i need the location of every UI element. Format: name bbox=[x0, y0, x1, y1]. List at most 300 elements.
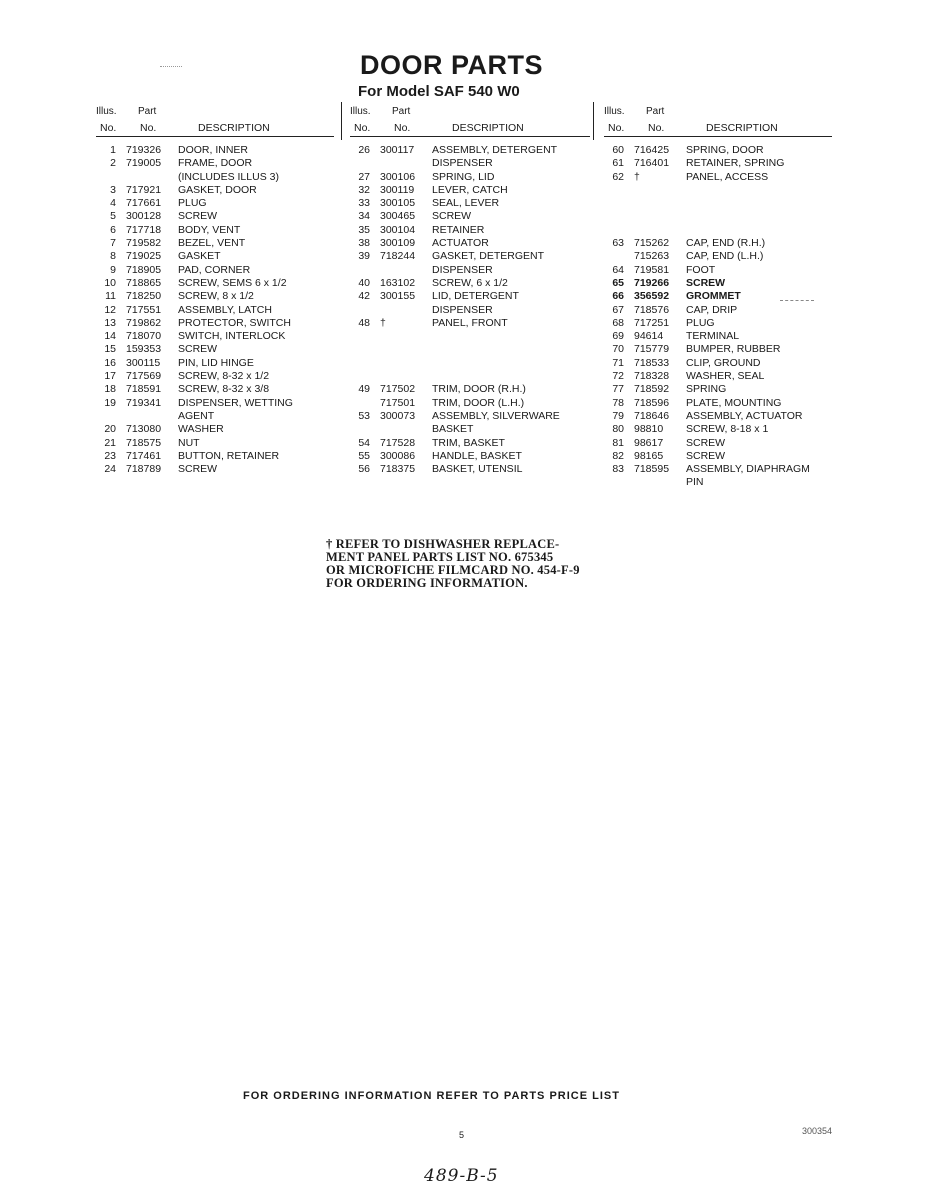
part-number: 300128 bbox=[126, 210, 162, 223]
part-description: FRAME, DOOR bbox=[178, 157, 253, 170]
part-description: SCREW bbox=[686, 276, 726, 289]
parts-row bbox=[604, 423, 832, 436]
part-description: ASSEMBLY, DETERGENT bbox=[432, 144, 558, 156]
part-number: 719266 bbox=[634, 276, 670, 289]
column-divider bbox=[341, 102, 342, 140]
illus-number: 60 bbox=[612, 144, 624, 156]
parts-row bbox=[96, 197, 334, 210]
part-description: CAP, END (L.H.) bbox=[686, 250, 764, 263]
part-number: 717501 bbox=[380, 396, 416, 409]
parts-row bbox=[350, 463, 590, 476]
header-rule bbox=[96, 136, 334, 137]
part-number: 718905 bbox=[126, 263, 162, 276]
part-description: SCREW, SEMS 6 x 1/2 bbox=[178, 276, 287, 289]
part-description: SCREW bbox=[686, 449, 726, 462]
illus-number: 16 bbox=[104, 356, 116, 369]
part-description: BEZEL, VENT bbox=[178, 237, 246, 250]
illus-number: 67 bbox=[612, 303, 624, 316]
illus-number: 48 bbox=[358, 316, 370, 329]
parts-row bbox=[604, 250, 832, 263]
parts-row bbox=[96, 357, 334, 370]
part-number: 718646 bbox=[634, 409, 670, 422]
part-number: 718244 bbox=[380, 250, 416, 263]
part-description: SCREW, 6 x 1/2 bbox=[432, 276, 508, 289]
illus-number: 26 bbox=[358, 144, 370, 156]
part-description: DOOR, INNER bbox=[178, 144, 249, 156]
illus-number: 1 bbox=[110, 144, 116, 156]
parts-row bbox=[604, 330, 832, 343]
header-part: Part bbox=[138, 106, 157, 117]
part-number: 300117 bbox=[380, 144, 415, 156]
part-number: 718575 bbox=[126, 436, 162, 449]
part-number: 356592 bbox=[634, 290, 670, 303]
part-description: PIN, LID HINGE bbox=[178, 356, 254, 369]
parts-row bbox=[96, 383, 334, 396]
parts-rows bbox=[604, 144, 832, 490]
part-description: PLUG bbox=[686, 316, 715, 329]
illus-number: 68 bbox=[612, 316, 624, 329]
part-number: 719005 bbox=[126, 157, 162, 170]
part-description: PAD, CORNER bbox=[178, 263, 251, 276]
part-description: SPRING, DOOR bbox=[686, 144, 764, 156]
illus-number: 35 bbox=[358, 223, 370, 236]
note-line: MENT PANEL PARTS LIST NO. 675345 bbox=[326, 550, 554, 564]
part-description: FOOT bbox=[686, 263, 716, 276]
part-number: 717461 bbox=[126, 449, 162, 462]
part-number: 300119 bbox=[380, 183, 415, 196]
illus-number: 82 bbox=[612, 449, 624, 462]
parts-row bbox=[350, 357, 590, 370]
parts-row bbox=[604, 264, 832, 277]
illus-number: 66 bbox=[612, 290, 624, 303]
header-description: DESCRIPTION bbox=[198, 122, 270, 134]
illus-number: 9 bbox=[110, 263, 116, 276]
part-description: HANDLE, BASKET bbox=[432, 449, 522, 462]
note-line: OR MICROFICHE FILMCARD NO. 454-F-9 bbox=[326, 563, 580, 577]
header-illus: Illus. bbox=[604, 106, 625, 117]
parts-row bbox=[350, 210, 590, 223]
part-number: 719326 bbox=[126, 144, 162, 156]
illus-number: 34 bbox=[358, 210, 370, 223]
parts-row bbox=[604, 184, 832, 197]
part-number: 718789 bbox=[126, 463, 162, 476]
illus-number: 69 bbox=[612, 330, 624, 343]
part-description: SCREW, 8-18 x 1 bbox=[686, 423, 769, 436]
part-number: 159353 bbox=[126, 343, 162, 356]
part-description: DISPENSER bbox=[432, 303, 493, 316]
illus-number: 8 bbox=[110, 250, 116, 263]
part-description: ASSEMBLY, SILVERWARE bbox=[432, 409, 560, 422]
parts-row bbox=[604, 370, 832, 383]
parts-row bbox=[604, 383, 832, 396]
illus-number: 63 bbox=[612, 237, 624, 250]
parts-row bbox=[350, 383, 590, 396]
part-description: DISPENSER bbox=[432, 157, 493, 170]
part-description: CLIP, GROUND bbox=[686, 356, 761, 369]
parts-row bbox=[96, 423, 334, 436]
parts-row bbox=[350, 277, 590, 290]
header-part: Part bbox=[392, 106, 411, 117]
parts-row bbox=[96, 397, 334, 410]
parts-row bbox=[604, 476, 832, 489]
parts-row bbox=[604, 237, 832, 250]
part-description: DISPENSER bbox=[432, 263, 493, 276]
illus-number: 33 bbox=[358, 197, 370, 210]
part-description: PANEL, FRONT bbox=[432, 316, 508, 329]
part-number: 300155 bbox=[380, 290, 416, 303]
header-part: Part bbox=[646, 106, 665, 117]
parts-column-3 bbox=[604, 106, 832, 490]
parts-rows bbox=[96, 144, 334, 476]
illus-number: 5 bbox=[110, 210, 116, 223]
header-part-no: No. bbox=[394, 122, 411, 134]
illus-number: 4 bbox=[110, 197, 116, 210]
parts-row bbox=[604, 157, 832, 170]
footer-ordering-info: FOR ORDERING INFORMATION REFER TO PARTS PRICE LIST bbox=[243, 1090, 620, 1102]
illus-number: 53 bbox=[358, 409, 370, 422]
illus-number: 79 bbox=[612, 409, 624, 422]
illus-number: 18 bbox=[104, 383, 116, 396]
header-rule bbox=[350, 136, 590, 137]
parts-row bbox=[604, 144, 832, 157]
part-number: 300115 bbox=[126, 356, 161, 369]
part-number: 163102 bbox=[380, 276, 416, 289]
part-description: PIN bbox=[686, 476, 704, 489]
part-description: GROMMET bbox=[686, 290, 741, 303]
parts-row bbox=[604, 317, 832, 330]
column-header bbox=[350, 106, 590, 136]
illus-number: 7 bbox=[110, 237, 116, 250]
part-number: 719341 bbox=[126, 396, 162, 409]
parts-row bbox=[96, 343, 334, 356]
illus-number: 20 bbox=[104, 423, 116, 436]
part-description: TERMINAL bbox=[686, 330, 740, 343]
part-number: 718250 bbox=[126, 290, 162, 303]
column-header bbox=[96, 106, 334, 136]
illus-number: 15 bbox=[104, 343, 116, 356]
parts-row bbox=[96, 463, 334, 476]
parts-row bbox=[350, 264, 590, 277]
part-number: 98810 bbox=[634, 423, 664, 436]
parts-row bbox=[350, 224, 590, 237]
parts-row bbox=[96, 157, 334, 170]
parts-row bbox=[604, 304, 832, 317]
part-number: 718591 bbox=[126, 383, 162, 396]
illus-number: 49 bbox=[358, 383, 370, 396]
part-number: 717661 bbox=[126, 197, 162, 210]
illus-number: 77 bbox=[612, 383, 624, 396]
part-number: 719582 bbox=[126, 237, 162, 250]
part-description: CAP, END (R.H.) bbox=[686, 237, 766, 250]
parts-row bbox=[604, 343, 832, 356]
page-mark: 5 bbox=[459, 1130, 465, 1140]
part-description: DISPENSER, WETTING bbox=[178, 396, 293, 409]
illus-number: 62 bbox=[612, 170, 624, 183]
part-description: SPRING bbox=[686, 383, 727, 396]
parts-row bbox=[350, 397, 590, 410]
header-description: DESCRIPTION bbox=[452, 122, 524, 134]
part-number: 300073 bbox=[380, 409, 416, 422]
header-illus: Illus. bbox=[350, 106, 371, 117]
part-number: 300086 bbox=[380, 449, 416, 462]
part-description: GASKET, DETERGENT bbox=[432, 250, 545, 263]
scan-speck bbox=[160, 66, 182, 68]
part-description: LEVER, CATCH bbox=[432, 183, 508, 196]
part-description: GASKET, DOOR bbox=[178, 183, 257, 196]
handwritten-note: 489-B-5 bbox=[424, 1166, 499, 1186]
part-number: 300104 bbox=[380, 223, 416, 236]
part-number: 300105 bbox=[380, 197, 416, 210]
illus-number: 19 bbox=[104, 396, 116, 409]
part-description: SCREW bbox=[178, 210, 218, 223]
part-description: (INCLUDES ILLUS 3) bbox=[178, 170, 279, 183]
illus-number: 70 bbox=[612, 343, 624, 356]
part-description: PLUG bbox=[178, 197, 207, 210]
part-number: 718865 bbox=[126, 276, 162, 289]
illus-number: 12 bbox=[104, 303, 116, 316]
parts-row bbox=[96, 370, 334, 383]
page-title: DOOR PARTS bbox=[360, 50, 544, 80]
illus-number: 65 bbox=[612, 276, 624, 289]
parts-row bbox=[350, 437, 590, 450]
illus-number: 17 bbox=[104, 370, 116, 383]
parts-row bbox=[350, 343, 590, 356]
part-description: SCREW bbox=[178, 463, 218, 476]
part-number: 719025 bbox=[126, 250, 162, 263]
part-number: 98617 bbox=[634, 436, 664, 449]
part-number: 98165 bbox=[634, 449, 664, 462]
parts-row bbox=[350, 304, 590, 317]
part-number: 716425 bbox=[634, 144, 670, 156]
part-number: 717528 bbox=[380, 436, 416, 449]
header-illus: Illus. bbox=[96, 106, 117, 117]
parts-row bbox=[604, 171, 832, 184]
header-rule bbox=[604, 136, 832, 137]
part-number: 717921 bbox=[126, 183, 162, 196]
part-number: † bbox=[380, 316, 386, 329]
parts-row bbox=[96, 450, 334, 463]
illus-number: 54 bbox=[358, 436, 370, 449]
parts-row bbox=[604, 410, 832, 423]
document-code: 300354 bbox=[802, 1126, 833, 1136]
illus-number: 2 bbox=[110, 157, 116, 170]
part-description: TRIM, DOOR (L.H.) bbox=[432, 396, 525, 409]
illus-number: 64 bbox=[612, 263, 624, 276]
note-line: FOR ORDERING INFORMATION. bbox=[326, 576, 528, 590]
part-number: 717251 bbox=[634, 316, 670, 329]
part-description: PROTECTOR, SWITCH bbox=[178, 316, 291, 329]
part-description: GASKET bbox=[178, 250, 221, 263]
parts-row bbox=[604, 210, 832, 223]
part-description: CAP, DRIP bbox=[686, 303, 738, 316]
header-no: No. bbox=[608, 122, 625, 134]
illus-number: 27 bbox=[358, 170, 370, 183]
parts-row bbox=[604, 463, 832, 476]
parts-row bbox=[96, 410, 334, 423]
part-description: SPRING, LID bbox=[432, 170, 495, 183]
parts-row bbox=[350, 410, 590, 423]
part-description: RETAINER bbox=[432, 223, 485, 236]
illus-number: 56 bbox=[358, 463, 370, 476]
illus-number: 61 bbox=[612, 157, 624, 170]
parts-row bbox=[96, 144, 334, 157]
part-description: SWITCH, INTERLOCK bbox=[178, 330, 286, 343]
parts-row bbox=[350, 157, 590, 170]
parts-row bbox=[96, 290, 334, 303]
part-description: SEAL, LEVER bbox=[432, 197, 500, 210]
part-number: 715263 bbox=[634, 250, 670, 263]
illus-number: 10 bbox=[104, 276, 116, 289]
parts-row bbox=[96, 210, 334, 223]
parts-row bbox=[96, 304, 334, 317]
illus-number: 71 bbox=[612, 356, 624, 369]
part-number: 717569 bbox=[126, 370, 162, 383]
part-description: LID, DETERGENT bbox=[432, 290, 519, 303]
part-number: 94614 bbox=[634, 330, 664, 343]
parts-row bbox=[96, 264, 334, 277]
part-number: 713080 bbox=[126, 423, 162, 436]
part-number: † bbox=[634, 170, 640, 183]
illus-number: 81 bbox=[612, 436, 624, 449]
parts-row bbox=[604, 290, 832, 303]
part-description: ASSEMBLY, LATCH bbox=[178, 303, 272, 316]
part-description: AGENT bbox=[178, 409, 215, 422]
parts-row bbox=[350, 370, 590, 383]
parts-row bbox=[604, 357, 832, 370]
part-number: 715262 bbox=[634, 237, 670, 250]
header-part-no: No. bbox=[140, 122, 157, 134]
illus-number: 14 bbox=[104, 330, 116, 343]
part-number: 718592 bbox=[634, 383, 670, 396]
parts-row bbox=[350, 317, 590, 330]
parts-row bbox=[96, 437, 334, 450]
illus-number: 42 bbox=[358, 290, 370, 303]
part-description: BUTTON, RETAINER bbox=[178, 449, 280, 462]
part-number: 717718 bbox=[126, 223, 162, 236]
parts-row bbox=[604, 197, 832, 210]
part-description: ACTUATOR bbox=[432, 237, 489, 250]
part-number: 718070 bbox=[126, 330, 162, 343]
column-divider bbox=[593, 102, 594, 140]
parts-row bbox=[96, 330, 334, 343]
part-description: ASSEMBLY, DIAPHRAGM bbox=[686, 463, 810, 476]
part-number: 718595 bbox=[634, 463, 670, 476]
part-number: 300465 bbox=[380, 210, 416, 223]
part-number: 718375 bbox=[380, 463, 416, 476]
part-description: BODY, VENT bbox=[178, 223, 241, 236]
column-header bbox=[604, 106, 832, 136]
part-number: 718576 bbox=[634, 303, 670, 316]
parts-row bbox=[350, 184, 590, 197]
scan-mark bbox=[780, 300, 814, 301]
illus-number: 78 bbox=[612, 396, 624, 409]
note-line: † REFER TO DISHWASHER REPLACE- bbox=[326, 537, 560, 551]
part-number: 718328 bbox=[634, 370, 670, 383]
parts-row bbox=[350, 290, 590, 303]
parts-row bbox=[350, 197, 590, 210]
part-description: SCREW, 8 x 1/2 bbox=[178, 290, 254, 303]
illus-number: 6 bbox=[110, 223, 116, 236]
part-number: 716401 bbox=[634, 157, 670, 170]
illus-number: 55 bbox=[358, 449, 370, 462]
part-description: NUT bbox=[178, 436, 200, 449]
illus-number: 72 bbox=[612, 370, 624, 383]
part-description: PLATE, MOUNTING bbox=[686, 396, 782, 409]
parts-row bbox=[96, 171, 334, 184]
part-number: 300109 bbox=[380, 237, 416, 250]
parts-row bbox=[96, 237, 334, 250]
part-description: SCREW, 8-32 x 3/8 bbox=[178, 383, 270, 396]
parts-row bbox=[350, 144, 590, 157]
parts-row bbox=[604, 397, 832, 410]
illus-number: 32 bbox=[358, 183, 370, 196]
parts-row bbox=[96, 184, 334, 197]
header-description: DESCRIPTION bbox=[706, 122, 778, 134]
part-number: 300106 bbox=[380, 170, 416, 183]
illus-number: 83 bbox=[612, 463, 624, 476]
part-number: 717502 bbox=[380, 383, 416, 396]
part-description: RETAINER, SPRING bbox=[686, 157, 785, 170]
part-description: BUMPER, RUBBER bbox=[686, 343, 781, 356]
part-description: PANEL, ACCESS bbox=[686, 170, 769, 183]
illus-number: 40 bbox=[358, 276, 370, 289]
part-description: SCREW bbox=[432, 210, 472, 223]
part-description: ASSEMBLY, ACTUATOR bbox=[686, 409, 803, 422]
parts-row bbox=[96, 250, 334, 263]
part-description: TRIM, BASKET bbox=[432, 436, 505, 449]
header-no: No. bbox=[100, 122, 117, 134]
parts-column-1 bbox=[96, 106, 334, 476]
part-description: SCREW, 8-32 x 1/2 bbox=[178, 370, 270, 383]
parts-row bbox=[96, 317, 334, 330]
illus-number: 13 bbox=[104, 316, 116, 329]
illus-number: 23 bbox=[104, 449, 116, 462]
part-number: 719862 bbox=[126, 316, 162, 329]
illus-number: 38 bbox=[358, 237, 370, 250]
part-number: 715779 bbox=[634, 343, 670, 356]
part-description: BASKET, UTENSIL bbox=[432, 463, 523, 476]
part-description: BASKET bbox=[432, 423, 474, 436]
replacement-panel-note bbox=[326, 538, 616, 590]
part-description: WASHER, SEAL bbox=[686, 370, 765, 383]
part-number: 718596 bbox=[634, 396, 670, 409]
header-no: No. bbox=[354, 122, 371, 134]
illus-number: 11 bbox=[105, 290, 116, 303]
parts-row bbox=[350, 450, 590, 463]
illus-number: 3 bbox=[110, 183, 116, 196]
parts-row bbox=[604, 437, 832, 450]
parts-row bbox=[350, 237, 590, 250]
parts-row bbox=[350, 250, 590, 263]
part-number: 717551 bbox=[126, 303, 162, 316]
part-description: TRIM, DOOR (R.H.) bbox=[432, 383, 526, 396]
parts-row bbox=[350, 423, 590, 436]
parts-row bbox=[604, 277, 832, 290]
parts-rows bbox=[350, 144, 590, 476]
illus-number: 39 bbox=[358, 250, 370, 263]
part-description: SCREW bbox=[178, 343, 218, 356]
parts-row bbox=[96, 224, 334, 237]
illus-number: 21 bbox=[104, 436, 116, 449]
parts-row bbox=[96, 277, 334, 290]
illus-number: 24 bbox=[104, 463, 116, 476]
illus-number: 80 bbox=[612, 423, 624, 436]
part-description: SCREW bbox=[686, 436, 726, 449]
parts-column-2 bbox=[350, 106, 590, 476]
parts-row bbox=[604, 224, 832, 237]
header-part-no: No. bbox=[648, 122, 665, 134]
part-number: 718533 bbox=[634, 356, 670, 369]
